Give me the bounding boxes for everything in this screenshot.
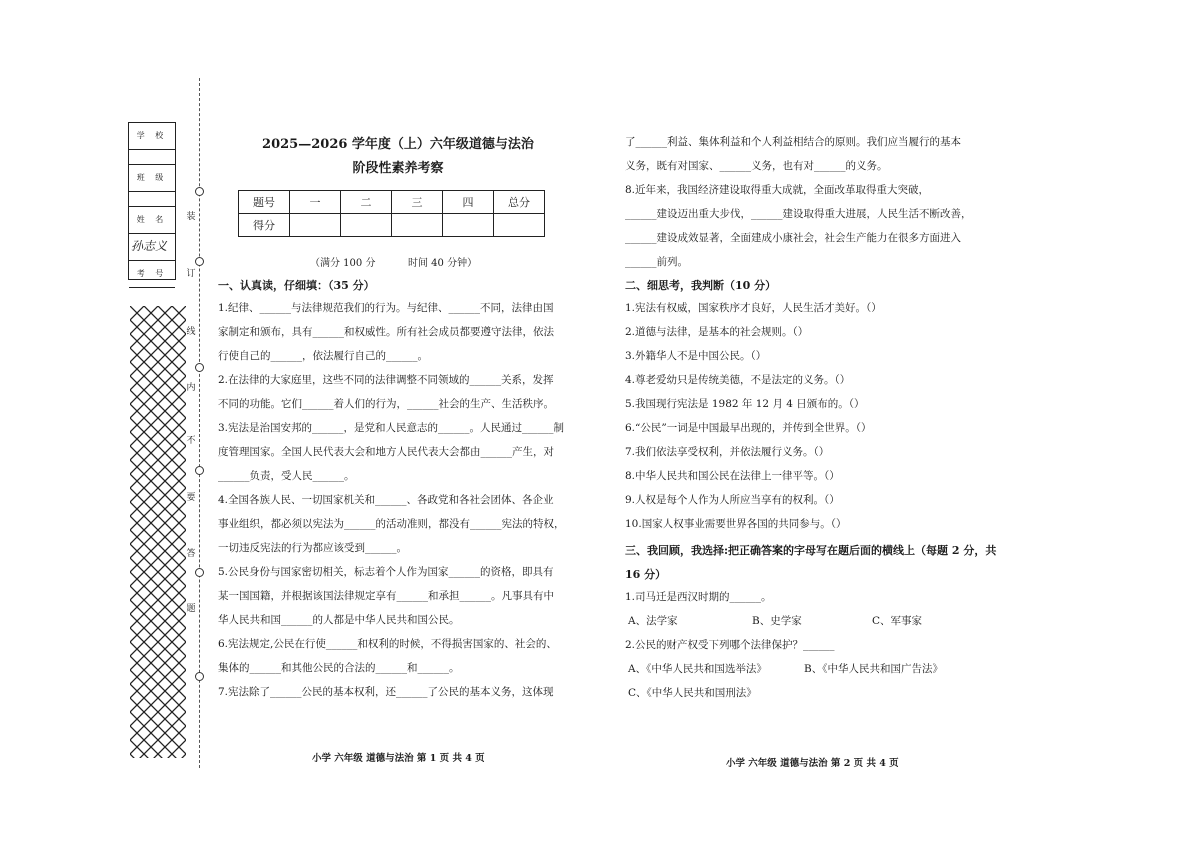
score-table-score-row [239,214,545,237]
text-line: 义务，既有对国家、______义务，也有对______的义务。 [625,160,888,172]
binding-side-char: 要 [186,493,196,503]
binding-side-char: 订 [186,269,196,279]
score-table-cell: 三 [392,191,443,214]
exam-time: 时间 40 分钟） [408,258,478,269]
text-line: ______建设成效显著，全面建成小康社会，社会生产能力在很多方面进入 [625,232,961,244]
question-2: 2.公民的财产权受下列哪个法律保护？______ [625,639,835,651]
binding-hole [195,187,204,196]
text-line: 3.宪法是治国安邦的______，是党和人民意志的______。人民通过______制 [218,422,565,434]
exam-number-label: 考 号 [129,261,175,288]
judge-list [625,296,1005,536]
question-2-option-a: A、《中华人民共和国选举法》 [628,663,767,675]
text-line: 集体的______和其他公民的合法的______和______。 [218,662,460,674]
section-3-title-continued: 16 分） [625,568,667,581]
text-line: 4.全国各族人民、一切国家机关和______、各政党和各社会团体、各企业 [218,494,554,506]
page1-body [218,296,578,704]
text-line: 2.在法律的大家庭里，这些不同的法律调整不同领域的______关系，发挥 [218,374,554,386]
text-line: 行使自己的______，依法履行自己的______。 [218,350,428,362]
text-line: ______前列。 [625,256,688,268]
score-table-cell: 得分 [239,214,290,237]
binding-side-char: 题 [186,604,196,614]
question-1-option-a: A、法学家 [628,615,678,627]
binding-hole [195,672,204,681]
name-handwriting: 孙志义 [131,239,168,253]
score-table-cell [494,214,545,237]
section-3-title: 三、我回顾，我选择:把正确答案的字母写在题后面的横线上（每题 2 分，共 [625,544,997,557]
judge-item: 8.中华人民共和国公民在法律上一律平等。（） [625,470,840,482]
lattice-pattern [130,306,186,758]
student-info-box [128,122,176,280]
question-1: 1.司马迁是西汉时期的______。 [625,591,772,603]
binding-side-char: 线 [186,327,196,337]
question-1-option-b: B、史学家 [752,615,802,627]
binding-hole [195,363,204,372]
text-line: 了______利益、集体利益和个人利益相结合的原则。我们应当履行的基本 [625,136,961,148]
text-line: 7.宪法除了______公民的基本权利，还______了公民的基本义务，这体现 [218,686,554,698]
question-2-option-b: B、《中华人民共和国广告法》 [804,663,943,675]
judge-item: 5.我国现行宪法是 1982 年 12 月 4 日颁布的。（） [625,398,865,410]
judge-item: 7.我们依法享受权利，并依法履行义务。（） [625,446,830,458]
page2-body-top [625,130,1005,274]
page2-footer: 小学 六年级 道德与法治 第 2 页 共 4 页 [726,758,899,769]
binding-side-char: 装 [186,212,196,222]
class-label: 班 级 [129,165,175,192]
score-table-cell: 总分 [494,191,545,214]
binding-cut-line [199,78,200,768]
text-line: 8.近年来，我国经济建设取得重大成就，全面改革取得重大突破， [625,184,930,196]
binding-side-char: 不 [186,436,196,446]
binding-side-char: 答 [186,549,196,559]
question-2-option-c: C、《中华人民共和国刑法》 [628,687,757,699]
text-line: 家制定和颁布，具有______和权威性。所有社会成员都要遵守法律，依法 [218,326,554,338]
text-line: 6.宪法规定,公民在行使______和权利的时候，不得损害国家的、社会的、 [218,638,557,650]
score-table-cell [392,214,443,237]
score-table [238,190,545,237]
judge-item: 6.“公民”一词是中国最早出现的，并传到全世界。（） [625,422,872,434]
question-1-option-c: C、军事家 [872,615,923,627]
score-table-cell [341,214,392,237]
text-line: 一切违反宪法的行为都应该受到______。 [218,542,407,554]
school-field [129,150,175,165]
binding-hole [195,568,204,577]
section-1-title: 一、认真读，仔细填：（35 分） [218,279,375,292]
binding-hole [195,466,204,475]
text-line: 某一国国籍，并根据该国法律规定享有______和承担______。凡事具有中 [218,590,554,602]
text-line: 事业组织，都必须以宪法为______的活动准则，都没有______宪法的特权， [218,518,565,530]
judge-item: 1.宪法有权威，国家秩序才良好，人民生活才美好。（） [625,302,882,314]
name-field [129,234,175,261]
binding-hole [195,257,204,266]
judge-item: 4.尊老爱幼只是传统美德，不是法定的义务。（） [625,374,851,386]
text-line: ______建设迈出重大步伐，______建设取得重大进展，人民生活不断改善， [625,208,972,220]
name-label: 姓 名 [129,207,175,234]
class-field [129,192,175,207]
judge-item: 3.外籍华人不是中国公民。（） [625,350,767,362]
school-label: 学 校 [129,123,175,150]
score-table-cell [443,214,494,237]
score-table-cell: 二 [341,191,392,214]
text-line: 度管理国家。全国人民代表大会和地方人民代表大会都由______产生，对 [218,446,554,458]
judge-item: 9.人权是每个人作为人所应当享有的权利。（） [625,494,840,506]
exam-title: 2025—2026 学年度（上）六年级道德与法治 [262,137,534,152]
exam-subtitle: 阶段性素养考察 [352,161,444,176]
text-line: 5.公民身份与国家密切相关，标志着个人作为国家______的资格，即具有 [218,566,554,578]
score-table-cell: 四 [443,191,494,214]
score-table-cell: 一 [290,191,341,214]
text-line: 华人民共和国______的人都是中华人民共和国公民。 [218,614,460,626]
text-line: 不同的功能。它们______着人们的行为，______社会的生产、生活秩序。 [218,398,554,410]
judge-item: 10.国家人权事业需要世界各国的共同参与。（） [625,518,847,530]
section-2-title: 二、细思考，我判断（10 分） [625,279,777,292]
binding-side-char: 内 [186,383,196,393]
score-table-cell [290,214,341,237]
exam-number-field [129,288,175,302]
full-marks: （满分 100 分 [310,258,376,269]
score-table-header-row [239,191,545,214]
text-line: ______负责，受人民______。 [218,470,355,482]
score-table-cell: 题号 [239,191,290,214]
text-line: 1.纪律、______与法律规范我们的行为。与纪律、______不同，法律由国 [218,302,554,314]
judge-item: 2.道德与法律，是基本的社会规则。（） [625,326,809,338]
page1-footer: 小学 六年级 道德与法治 第 1 页 共 4 页 [312,753,485,764]
